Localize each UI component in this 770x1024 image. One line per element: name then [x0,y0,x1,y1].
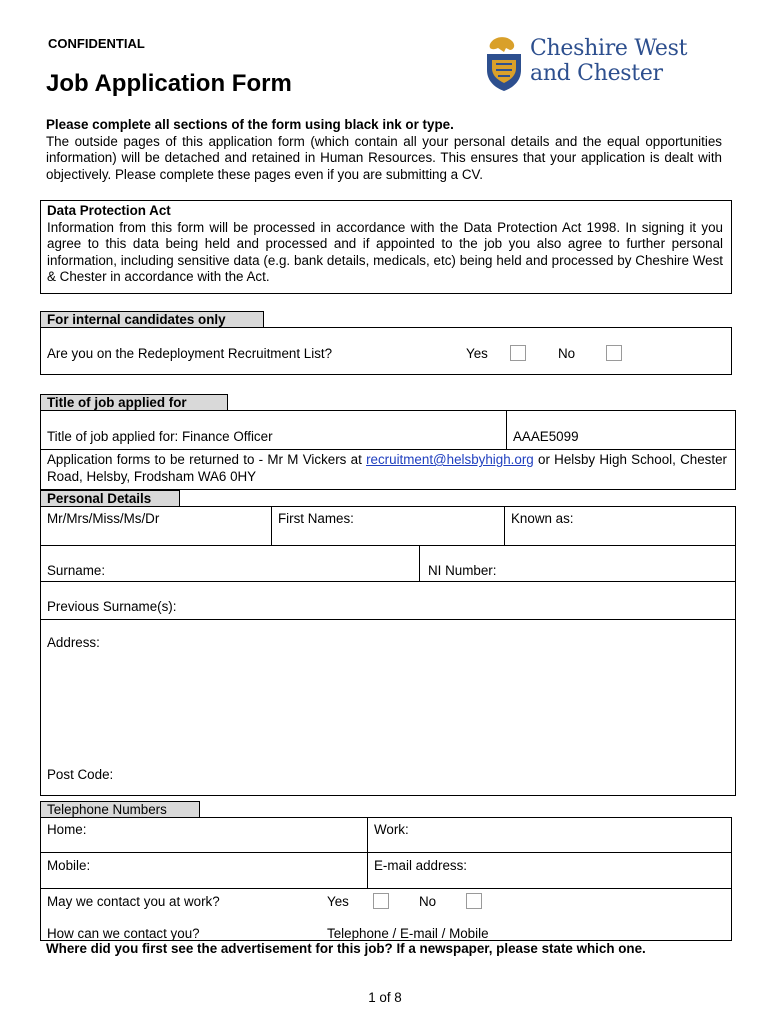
council-logo [484,36,704,96]
home-phone-label: Home: [47,822,87,837]
contact-at-work-question: May we contact you at work? [47,894,220,909]
title-field-label: Mr/Mrs/Miss/Ms/Dr [47,511,160,526]
contact-methods: Telephone / E-mail / Mobile [327,926,489,941]
intro-section [46,117,722,183]
page-number: 1 of 8 [368,990,402,1005]
redeployment-no-label: No [558,346,576,361]
internal-candidates-box [40,327,732,375]
recruitment-email-link[interactable]: recruitment@helsbyhigh.org [366,452,534,467]
logo-text-line1: Cheshire West [530,36,688,61]
redeployment-yes-label: Yes [466,346,488,361]
return-text-before: Application forms to be returned to - Mr M Vickers at [47,452,367,467]
personal-details-box [40,506,736,796]
telephone-box [40,817,732,941]
intro-text: The outside pages of this application form (which contain all your personal details and the equal opportunities information) will be detached and retained in Human Resources. This ensures that your application is dealt with objectively. Please complete these pages even if you are submitting a CV. [46,133,722,182]
address-label: Address: [47,635,100,650]
job-title-label: Title of job applied for: Finance Officer [47,429,273,444]
page-title: Job Application Form [46,70,292,97]
return-text-after: or Helsby High School, Chester Road, Helsby, Frodsham WA6 0HY [47,452,727,484]
work-phone-label: Work: [374,822,409,837]
job-title-tab: Title of job applied for [40,394,228,411]
data-protection-heading: Data Protection Act [47,203,171,218]
internal-candidates-tab: For internal candidates only [40,311,264,328]
intro-bold-line: Please complete all sections of the form using black ink or type. [46,117,454,132]
logo-text-line2: and Chester [530,61,663,86]
contact-work-no-label: No [419,894,437,909]
data-protection-text: Information from this form will be processed in accordance with the Data Protection Act 1998. In signing it you agree to this data being held and processed and if appointed to the job you also agree to further personal information, including sensitive data (e.g. bank details, medicals, etc) being held and processed by Cheshire West & Chester in accordance with the Act. [47,219,723,285]
known-as-label: Known as: [511,511,574,526]
data-protection-box [40,200,732,294]
confidential-label: CONFIDENTIAL [48,36,145,51]
job-title-box [40,410,736,490]
email-address-label: E-mail address: [374,858,468,873]
contact-work-no-checkbox[interactable] [466,893,482,909]
advertisement-question: Where did you first see the advertisement for this job? If a newspaper, please state which one. [46,941,646,956]
contact-work-yes-label: Yes [327,894,349,909]
telephone-numbers-tab: Telephone Numbers [40,801,200,818]
redeployment-question: Are you on the Redeployment Recruitment List? [47,346,333,361]
surname-label: Surname: [47,563,106,578]
how-contact-question: How can we contact you? [47,926,200,941]
personal-details-tab: Personal Details [40,490,180,507]
mobile-label: Mobile: [47,858,91,873]
redeployment-no-checkbox[interactable] [606,345,622,361]
first-names-label: First Names: [278,511,354,526]
redeployment-yes-checkbox[interactable] [510,345,526,361]
return-instructions [41,450,733,487]
contact-work-yes-checkbox[interactable] [373,893,389,909]
ni-number-label: NI Number: [428,563,497,578]
job-reference: AAAE5099 [513,429,579,444]
post-code-label: Post Code: [47,767,114,782]
council-crest-icon [484,36,524,92]
previous-surname-label: Previous Surname(s): [47,599,177,614]
